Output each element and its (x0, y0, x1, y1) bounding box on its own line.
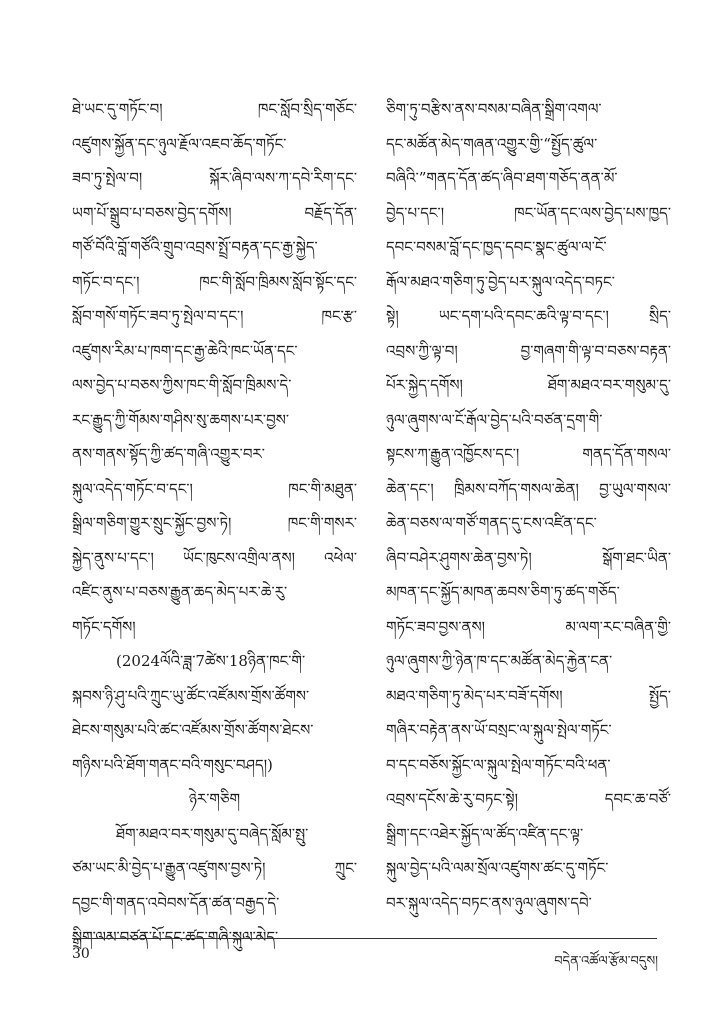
text-line: ཙམ་ཡང་མི་བྱེད་པ་རྒྱུན་འཛུགས་བྱས་ཏེ། ཀྲུང་ (72, 859, 357, 877)
text-line: ཐེ་ཡང་དུ་གཏོང་བ། ཁང་སློབ་སྲིད་གཅོང་ (72, 100, 357, 118)
text-line: སྐུལ་འདེད་གཏོང་བ་དང་། ཁང་གི་མཐུན་ (72, 479, 357, 498)
text-line: འབྲས་དངོས་ཆེ་རུ་བཏང་སྟེ། དབང་ཆ་བཙོ་ (386, 790, 671, 808)
text-line: འཛུགས་སྐྱོན་དང་ཉུལ་རྗོལ་འཇབ་ཆོད་གཏོང་ (72, 134, 287, 153)
text-line: བྱེད་པ་དང་། ཁང་ཡོན་དང་ལས་བྱེད་པས་ཁྱད་ (386, 203, 671, 222)
text-line: སྟེ། ཡང་དག་པའི་དབང་ཆའི་ལྟ་བ་དང་། སྲིད་ (386, 307, 671, 325)
text-line: ལས་བྱེད་པ་བཅས་ཀྱིས་ཁང་གི་སློབ་ཁྲིམས་དེ་ (72, 376, 292, 394)
text-line: མཐའ་གཅིག་ཏུ་མེད་པར་བཟོ་དགོས། སྤྱོད་ (386, 686, 671, 705)
text-line: འཛིང་ནུས་པ་བཅས་རྒྱུན་ཆད་མེད་པར་ཆེ་རུ་ (72, 583, 288, 601)
text-line: གཏོང་ཟབ་བྱས་ནས། མ་ལག་རང་བཞིན་གྱི་ (386, 617, 671, 636)
text-line: དབྱང་གི་གནད་འབེབས་དོན་ཚན་བརྒྱད་དེ་ (72, 893, 280, 912)
text-line: བར་སྐུལ་འདེད་བཏང་ནས་ཉུལ་ཞུགས་དབེ་ (386, 893, 592, 912)
text-line: གཉིས་པའི་ཐོག་གནང་བའི་གསུང་བཤད།) (72, 755, 273, 774)
text-line: རང་རྒྱུད་ཀྱི་གོམས་གཤིས་སུ་ཆགས་པར་བྱས་ (72, 410, 289, 429)
right-column (386, 92, 671, 920)
text-line: བ་དང་བཅོས་སྐྱོང་ལ་སྐུལ་སྤེལ་གཏོང་བའི་ཕན་ (386, 755, 611, 774)
text-line: སྐྱེད་ནུས་པ་དང་། ཡོང་ཁུངས་འགྲིལ་ནས། འཕེལ་ (72, 548, 357, 567)
text-line: གཙོ་བོའི་བློ་གཙོའི་གྲུབ་འབྲས་སྤྲོ་བརྟན་དང་རྒྱ་སྐྱེད་ (72, 238, 318, 256)
text-line: སྒྲིག་ལམ་བཙན་པོ་དང་ཚད་གཞི་སྐུལ་མེད་ (72, 928, 279, 946)
text-line: སྐུལ་བྱེད་པའི་ལམ་སྲོལ་འཛུགས་ཚང་དུ་གཏོང་ (386, 859, 609, 877)
text-line: ཞིབ་བཤེར་ཤུགས་ཆེན་བྱས་ཏེ། སྒོག་ཐང་ཡིན་ (386, 548, 671, 567)
text-line: སློབ་གསོ་གཏོང་ཟབ་ཏུ་སྤེལ་བ་དང་། ཁང་རྩ་ (72, 307, 357, 325)
page-number: 30 (72, 946, 90, 962)
text-line: རྒོལ་མཐའ་གཅིག་ཏུ་བྱེད་པར་སྐུལ་འདེད་བཏང་ (386, 272, 615, 291)
text-line: དབང་བསམ་བློ་དང་ཁྱད་དབང་སྣང་ཚུལ་ལ་ངོ་ (386, 238, 607, 256)
text-line: སྟངས་ཀ་རྒྱུན་འཁྱོངས་དང་། གནད་དོན་གསལ་ (386, 445, 671, 463)
text-line: ཉེར་གཅིག (188, 790, 241, 808)
text-line: ཅིག་ཏུ་བརྩིས་ནས་བསམ་བཞིན་སྒྲིག་འགལ་ (386, 100, 602, 118)
text-line: ཆེན་དང་། ཁྲིམས་བཀོད་གསལ་ཆེན། བྱ་ཡུལ་གསལ་ (386, 479, 671, 498)
text-line: ཡག་པོ་སྒྲུབ་པ་བཅས་བྱེད་དགོས། བརྗོད་དོན་ (72, 203, 357, 222)
text-line: ཉུལ་ཞུགས་ལ་ངོ་རྒོལ་བྱེད་པའི་བཙན་དྲག་གི་ (386, 410, 603, 429)
text-line: སྒྲིག་དང་འཐེར་སྐྱོད་ལ་ཚོད་འཛིན་དང་ལྟ་ (386, 824, 584, 843)
text-line: གཞིར་བརྟེན་ནས་ཡོ་བསྲང་ལ་སྐུལ་སྤེལ་གཏོང་ (386, 721, 612, 739)
running-head: བདེན་འཚོལ་རྩོམ་བདུས། (554, 954, 658, 969)
text-line: སྐབས་ཉི་ཤུ་པའི་ཀྲུང་ཡུ་ཚོང་འཛོམས་གྲོས་ཚོགས་ (72, 686, 310, 705)
text-line: མཁན་དང་སྐྱོད་མཁན་ཆབས་ཅིག་ཏུ་ཚད་གཅོད་ (386, 583, 620, 601)
text-line: གཏོང་དགོས། (72, 617, 136, 636)
text-line: ཐེངས་གསུམ་པའི་ཚང་འཛོམས་གྲོས་ཚོགས་ཐེངས་ (72, 721, 314, 739)
text-line: སྒྲིལ་གཅིག་གྱུར་སྲུང་སྐྱོང་བྱས་ཏེ། ཁང་གི་གསར་ (72, 514, 357, 532)
text-line: ཆེན་བཅས་ལ་གཙོ་གནད་དུ་ངས་འཛིན་དང་ (386, 514, 597, 532)
text-line: དང་མཚོན་མེད་གཞན་འགྱུར་གྱི་“སྤྱོད་ཚུལ་ (386, 134, 598, 153)
text-line: (2024ལོའི་ཟླ་7ཚེས་18ཉིན་ཁང་གི་ (116, 652, 306, 670)
text-line: གཏོང་བ་དང་། ཁང་གི་སློབ་ཁྲིམས་སློབ་སྟོང་དང་ (72, 272, 357, 291)
footer-rule (72, 938, 657, 939)
left-column (72, 92, 357, 955)
text-line: ནས་གནས་སྟོད་ཀྱི་ཚད་གཞི་འགྱུར་བར་ (72, 445, 265, 463)
text-line: ཐོག་མཐའ་བར་གསུམ་དུ་བཞེད་སློམ་སྤུ་ (116, 824, 309, 843)
text-line: འཛུགས་རིམ་པ་ཁག་དང་རྒྱ་ཆེའི་ཁང་ཡོན་དང་ (72, 341, 298, 360)
text-line: འབྲས་ཀྱི་ལྟ་བ། བྱ་གཞག་གི་ལྟ་བ་བཅས་བརྟན་ (386, 341, 671, 360)
text-line: ཉུལ་ཞུགས་ཀྱི་ཉེན་ཁ་དང་མཚོན་མེད་རྐྱེན་ངན་ (386, 652, 613, 670)
text-line: ཟབ་ཏུ་སྤེལ་བ། སྐོར་ཞིབ་ལས་ཀ་དབེ་རིག་དང་ (72, 169, 357, 187)
text-line: པོར་སྐྱེད་དགོས། ཐོག་མཐའ་བར་གསུམ་དུ་ (386, 376, 671, 394)
text-line: བཞིའི་”གནད་དོན་ཚད་ཞིབ་ཐག་གཅོད་ནན་མོ་ (386, 169, 618, 187)
